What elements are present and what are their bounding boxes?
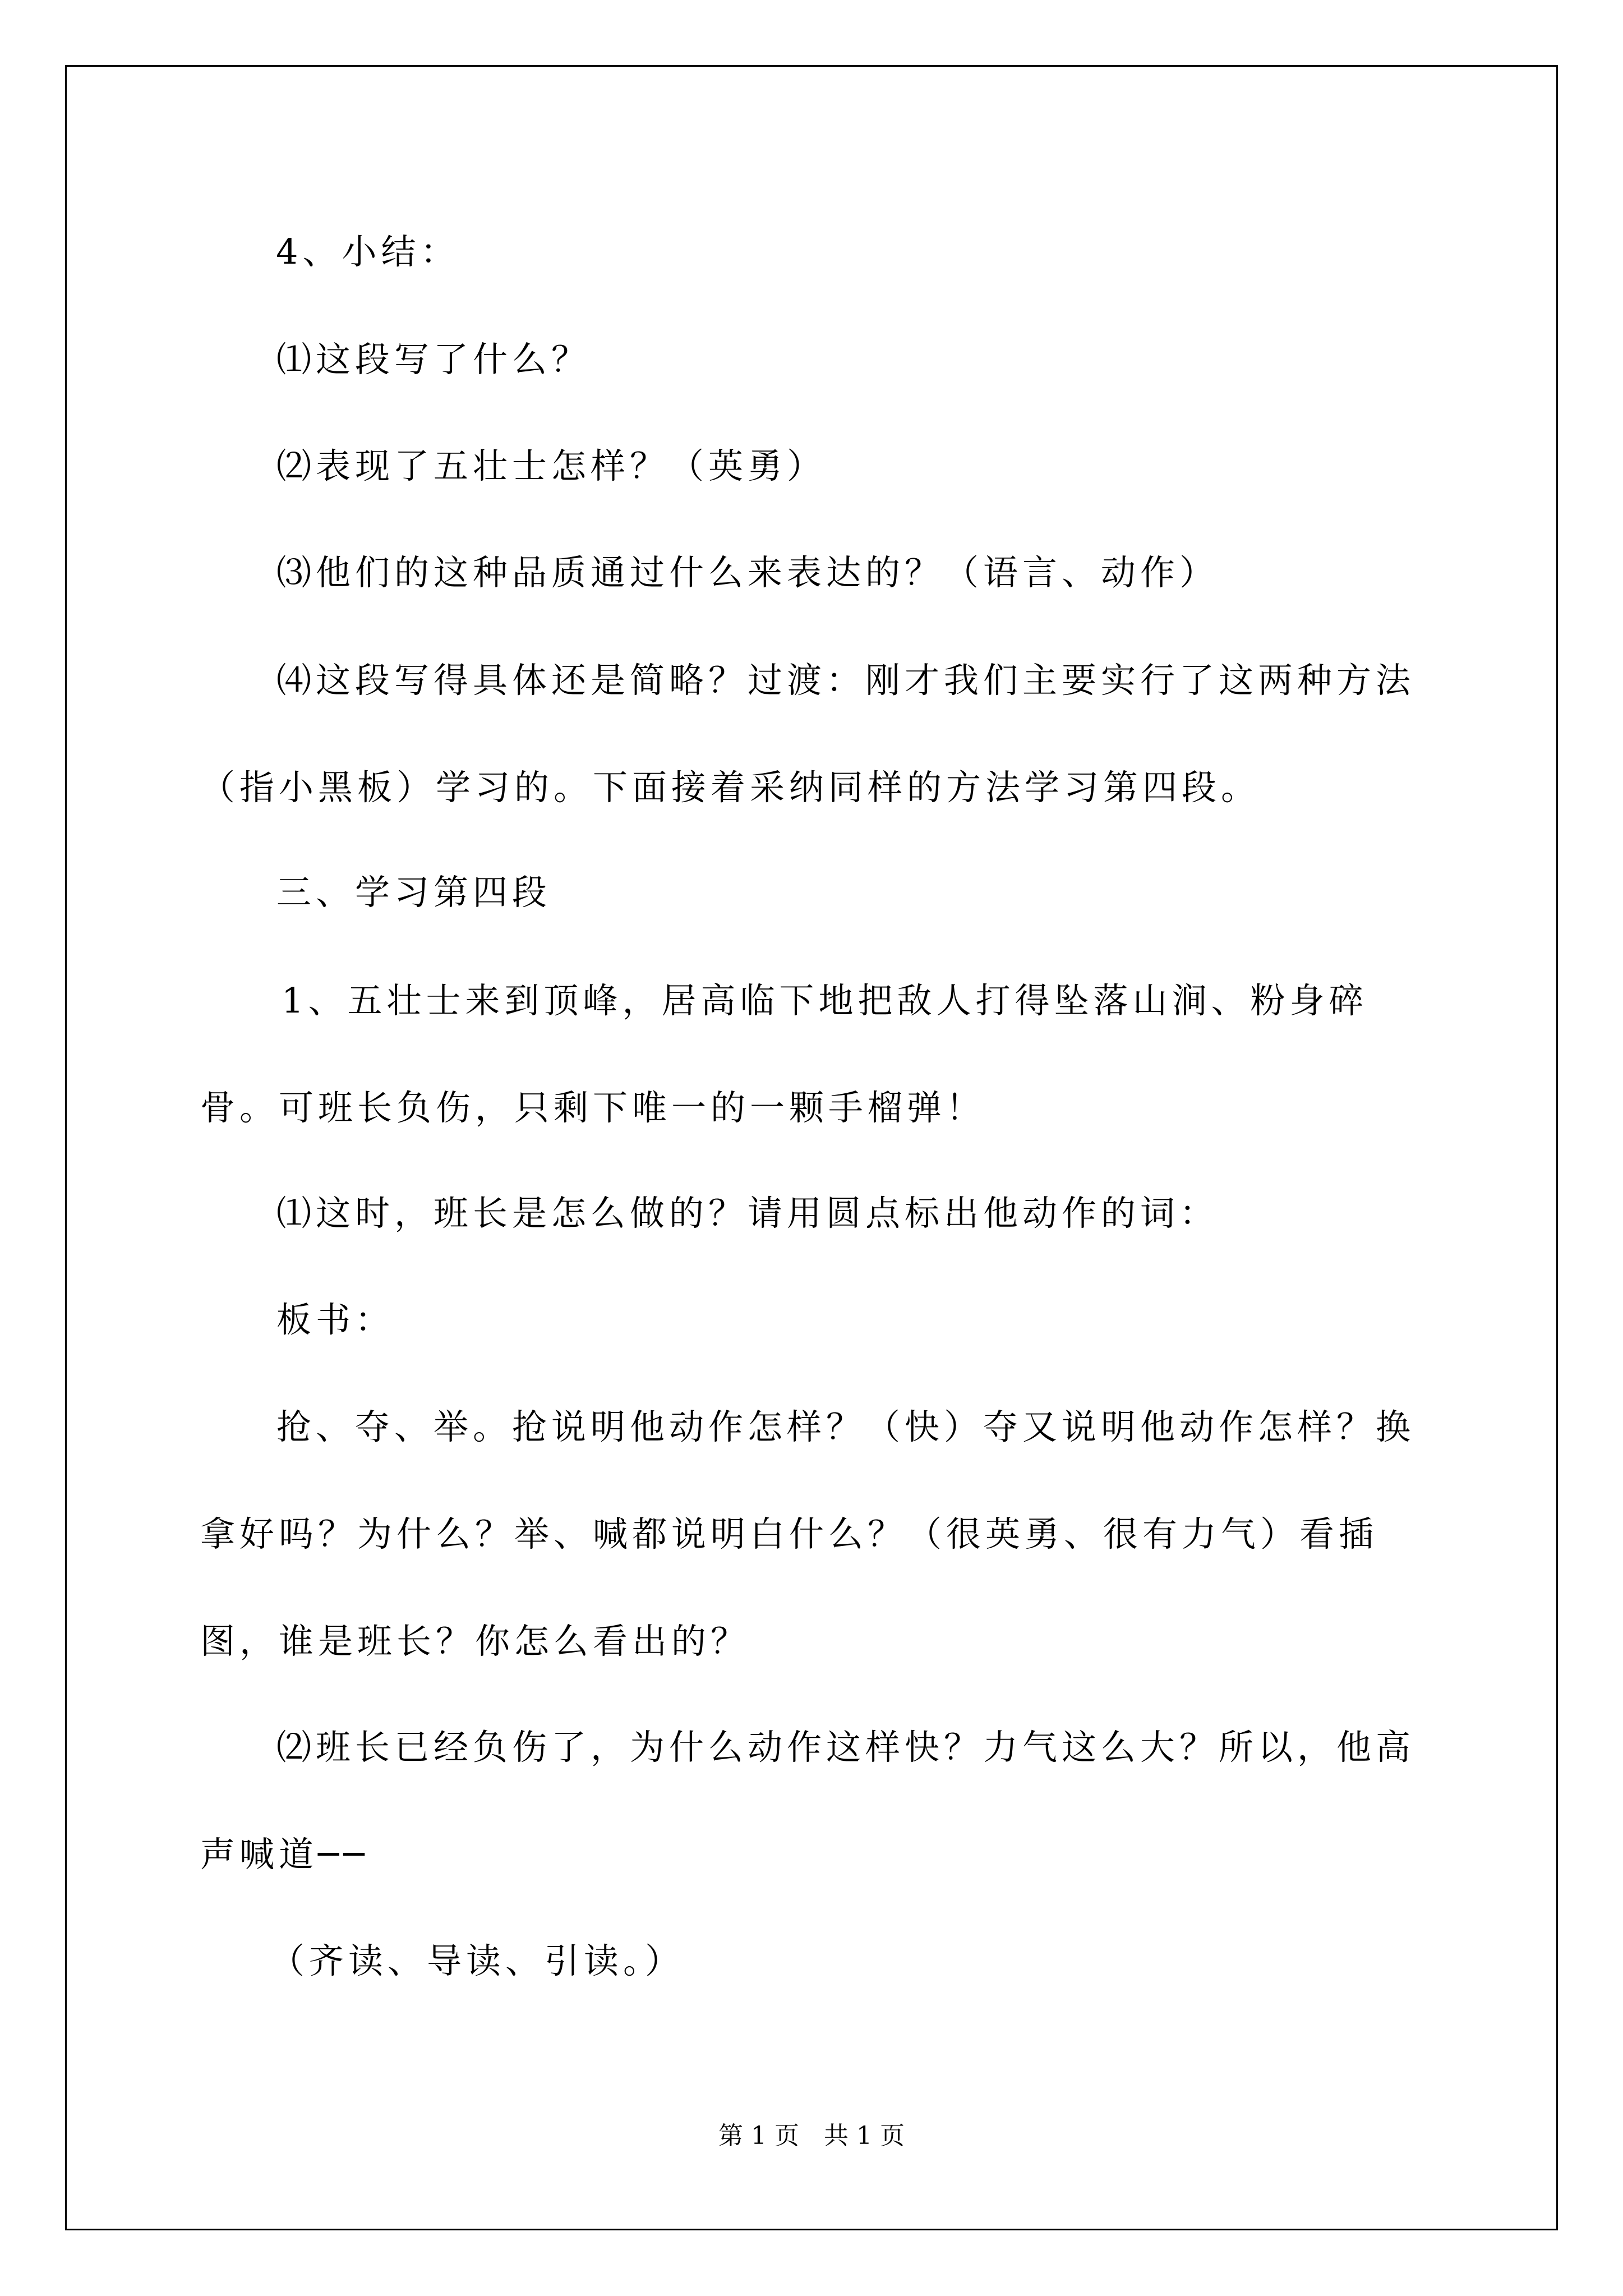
- paragraph-q2: ⑵表现了五壮士怎样？（英勇）: [276, 445, 827, 486]
- page-footer: 第 1 页 共 1 页: [718, 2122, 905, 2150]
- section-heading-part-three: 三、学习第四段: [276, 872, 552, 913]
- paragraph-blackboard-content: 抢、夺、举。抢说明他动作怎样？（快）夺又说明他动作怎样？换拿好吗？为什么？举、喊都说明白什么？（很英勇、很有力气）看插图，谁是班长？你怎么看出的？: [200, 1406, 1415, 1662]
- paragraph-q4-transition: ⑷这段写得具体还是简略？过渡：刚才我们主要实行了这两种方法（指小黑板）学习的。下面接着采纳同样的方法学习第四段。: [200, 660, 1415, 808]
- paragraph-q1: ⑴这段写了什么？: [276, 339, 591, 380]
- paragraph-reading-note: （齐读、导读、引读。）: [270, 1940, 685, 1981]
- paragraph-summary-heading: 4、小结：: [276, 231, 460, 272]
- paragraph-blackboard-label: 板书：: [276, 1299, 395, 1340]
- paragraph-q3: ⑶他们的这种品质通过什么来表达的？（语言、动作）: [276, 552, 1219, 593]
- paragraph-item-1: 1、五壮士来到顶峰，居高临下地把敌人打得坠落山涧、粉身碎骨。可班长负伤，只剩下唯一的一颗手榴弹！: [200, 980, 1368, 1128]
- paragraph-sub-q1: ⑴这时，班长是怎么做的？请用圆点标出他动作的词：: [276, 1193, 1219, 1234]
- paragraph-sub-q2: ⑵班长已经负伤了，为什么动作这样快？力气这么大？所以，他高声喊道──: [200, 1727, 1415, 1875]
